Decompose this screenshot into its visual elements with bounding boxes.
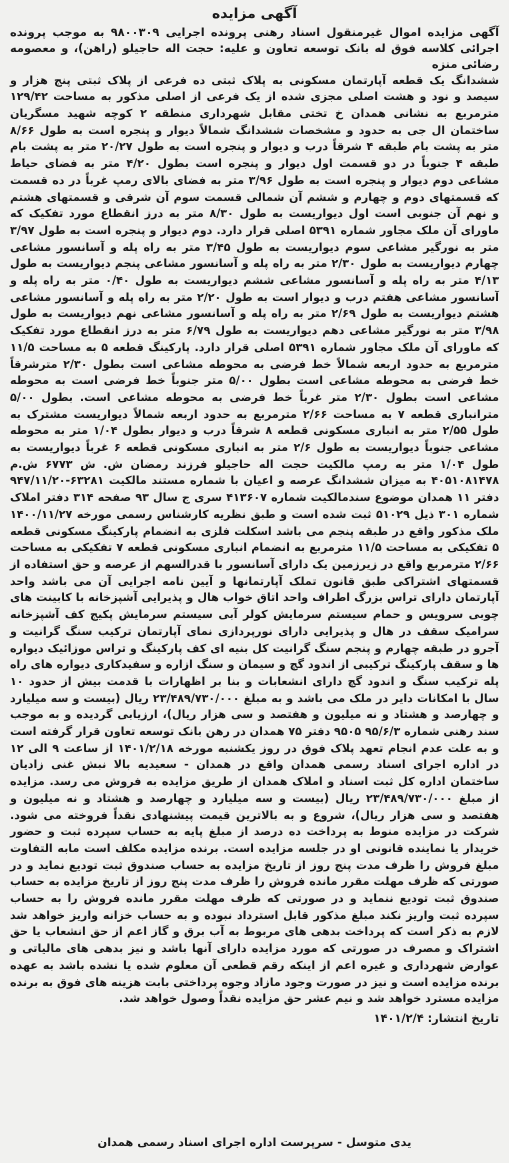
notice-body: ششدانگ یک قطعه آپارتمان مسکونی به پلاک ثبتی ده فرعی از پلاک ثبتی پنج هزار و سیصد و نود و هشت اصلی مجزی شده از یک فرعی از اصلی مذکور به مساحت ۱۲۹/۴۲ مترمربع به نشانی همدان خ تختی مقابل شهرداری منطقه ۲ کوچه شهید مسگریان ساختمان ال جی به حدود و مشخصات ششدانگ شمالاً دیوار و پنجره است به طول ۸/۶۶ متر به پشت بام طبقه ۴ شرقاً درب و دیوار و پنجره است به طول ۲۰/۲۷ متر به پشت بام طبقه ۴ جنوباً در دو قسمت اول دیوار و پنجره است بطول ۴/۲۰ متر به فضای حیاط مشاعی دوم دیوار و پنجره است به طول ۳/۹۶ متر به فضای بالای رمپ غرباً در ده قسمت که قسمتهای دوم و چهارم و ششم آن شمالی قسمت سوم آن شرقی و قسمتهای هشتم و نهم آن جنوبی است اول دیواریست به طول ۸/۳۰ متر به درز انقطاع مورد تفکیک که ماورای آن ملک مجاور شماره ۵۳۹۱ اصلی قرار دارد. دوم دیوار و پنجره است به طول ۳/۹۷ متر به نورگیر مشاعی سوم دیواریست به طول ۳/۴۵ متر به راه پله و آسانسور مشاعی چهارم دیواریست به طول ۲/۳۰ متر به راه پله و آسانسور مشاعی پنجم دیواریست به طول ۴/۱۳ متر به راه پله و آسانسور مشاعی ششم دیواریست به طول ۰/۴۰ متر به راه پله و آسانسور مشاعی هفتم درب و دیوار است به طول ۲/۲۰ متر به راه پله و آسانسور مشاعی هشتم دیواریست به طول ۲/۶۹ متر به راه پله و آسانسور مشاعی نهم دیواریست به طول ۳/۹۸ متر به نورگیر مشاعی دهم دیواریست به طول ۶/۷۹ متر به درز انقطاع مورد تفکیک که ماورای آن ملک مجاور شماره ۵۳۹۱ اصلی قرار دارد. پارکینگ قطعه ۵ به مساحت ۱۱/۵ مترمربع به حدود اربعه شمالاً خط فرضی به محوطه مشاعی است بطول ۲/۳۰ مترشرقاً خط فرضی به محوطه مشاعی است بطول ۵/۰۰ متر جنوباً خط فرضی است به محوطه مشاعی است بطول ۲/۳۰ متر غرباً خط فرضی به محوطه مشاعی است. بطول ۵/۰۰ مترانباری قطعه ۷ به مساحت ۲/۶۶ مترمربع به حدود اربعه شمالاً دیواریست مشترک به طول ۲/۵۵ متر به انباری مسکونی قطعه ۸ شرقاً درب و دیوار بطول ۱/۰۴ متر به محوطه مشاعی جنوباً دیواریست به طول ۲/۶ متر به انباری مسکونی قطعه ۶ غرباً دیواریست به طول ۱/۰۴ متر به رمپ مالکیت حجت اله حاجیلو فرزند رمضان ش. ش ۶۷۷۳ ش.م ۴۰۵۱۰۸۱۴۷۸ به میزان ششدانگ عرصه و اعیان با شماره مستند مالکیت ۶۳۲۸۱-۹۴۷/۱۱/۲۰ دفتر ۱۱ همدان موضوع سندمالکیت شماره ۴۱۳۶۰۷ سری ج سال ۹۳ صفحه ۳۱۴ دفتر املاک شماره ۳۰۱ ذیل ۵۱۰۲۹ ثبت شده است و طبق نظریه کارشناس رسمی مورخه ۱۴۰۰/۱۱/۲۷ ملک مذکور واقع در طبقه پنجم می باشد اسکلت فلزی به انضمام پارکینگ مسکونی قطعه ۵ تفکیکی به مساحت ۱۱/۵ مترمربع به انضمام انباری مسکونی قطعه ۷ تفکیکی به مساحت ۲/۶۶ مترمربع واقع در زیرزمین یک دارای آسانسور با قدرالسهم از عرصه و حق استفاده از قسمتهای اشتراکی طبق قانون تملک آپارتمانها و آیین نامه اجرایی آن می باشد واحد آپارتمان دارای تراس بزرگ اطراف واحد اتاق خواب هال و پذیرایی آشپزخانه با کابینت های چوبی سرویس و حمام سیستم سرمایش کولر آبی سیستم سرمایش پکیج کف آشپزخانه سرامیک سقف در هال و پذیرایی دارای نورپردازی نمای آپارتمان ترکیب سنگ گرانیت و آجرو در طبقه چهارم و پنجم سنگ گرانیت کل بنیه ای کف پارکینگ و تراس موزائیک دیواره ها و سقف پارکینگ ترکیبی از اندود گچ و سیمان و سنگ ازاره و سفیدکاری دیواره های راه پله ترکیب سنگ و اندود گچ دارای انشعابات و بنا بر اظهارات با قدمت بیش از حدود ۱۰ سال با امکانات دایر در ملک می باشد و به مبلغ ۲۳/۴۸۹/۷۳۰/۰۰۰ ریال (بیست و سه میلیارد و چهارصد و هشتاد و نه میلیون و هفتصد و سی هزار ریال)، ارزیابی گردیده و به موجب سند رهنی شماره ۹۵/۶/۳ ۹۵۰۵ دفتر ۷۵ همدان در رهن بانک توسعه تعاون قرار گرفته است و به علت عدم انجام تعهد پلاک فوق در روز یکشنبه مورخه ۱۴۰۱/۲/۱۸ از ساعت ۹ الی ۱۲ در اداره اجرای اسناد رسمی همدان واقع در همدان - سعیدیه بالا نبش غنی زادیان ساختمان اداره کل ثبت اسناد و املاک همدان از طریق مزایده به فروش می رسد. مزایده از مبلغ ۲۳/۴۸۹/۷۳۰/۰۰۰ ریال (بیست و سه میلیارد و چهارصد و هشتاد و نه میلیون و هفتصد و سی هزار ریال)، شروع و به بالاترین قیمت پیشنهادی نقداً فروخته می شود. شرکت در مزایده منوط به پرداخت ده درصد از مبلغ پایه به حساب سپرده ثبت و حضور خریدار یا نماینده قانونی او در جلسه مزایده است. برنده مزایده مکلف است مابه التفاوت مبلغ فروش را ظرف مدت پنج روز از تاریخ مزایده به حساب صندوق ثبت تودیع نماید و در صورتی که ظرف مهلت مقرر مانده فروش را ظرف مدت پنج روز از تاریخ مزایده به حساب صندوق ثبت تودیع ننماید و در صورتی که ظرف مهلت مقرر مانده فروش را به حساب سپرده ثبت واریز نکند مبلغ مذکور قابل استرداد نبوده و به حساب خزانه واریز خواهد شد لازم به ذکر است که پرداخت بدهی های مربوط به آب برق و گاز اعم از حق انشعاب یا حق اشتراک و مصرف در صورتی که مورد مزایده دارای آنها باشد و نیز بدهی های مالیاتی و عوارض شهرداری و غیره اعم از اینکه رقم قطعی آن معلوم شده یا نشده باشد به عهده برنده مزایده است و نیز در صورت وجود مازاد وجوه پرداختی بابت هزینه های فوق به برنده مزایده مسترد خواهد شد و نیم عشر حق مزایده نقداً وصول خواهد شد. (10, 73, 500, 1006)
notice-lead: آگهی مزایده اموال غیرمنقول اسناد رهنی پرونده اجرایی ۹۸۰۰۳۰۹ به موجب پرونده اجرائی کلاسه فوق له بانک توسعه تعاون و علیه: حجت اله حاجیلو (راهن)، و معصومه رضائی منزه (10, 25, 499, 72)
signature-line: یدی متوسل - سرپرست اداره اجرای اسناد رسمی همدان (97, 1135, 412, 1149)
publish-date: تاریخ انتشار: ۱۴۰۱/۲/۴ (373, 1010, 499, 1025)
notice-title: آگهی مزایده (211, 6, 297, 22)
